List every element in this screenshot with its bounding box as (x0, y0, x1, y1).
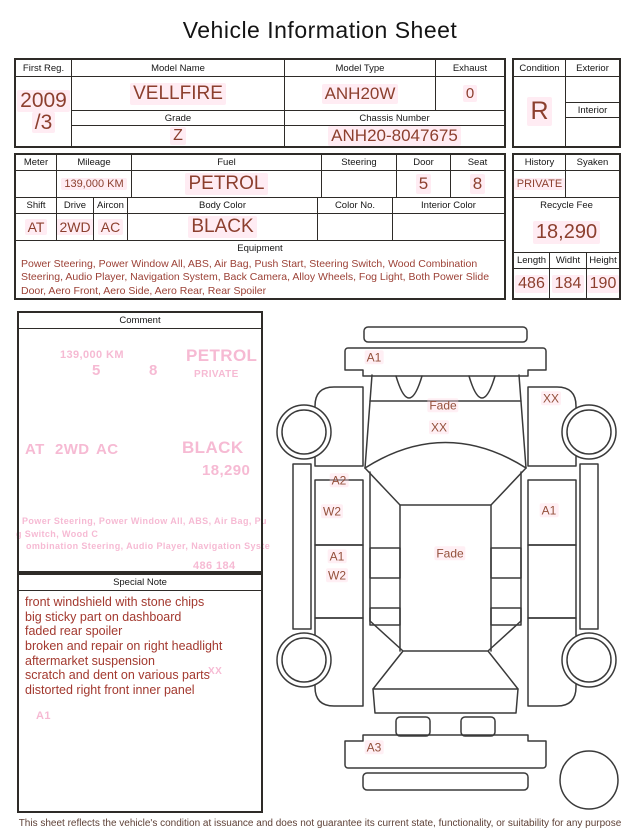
ghost-text: XX (208, 666, 223, 677)
special-note-line: big sticky part on dashboard (25, 609, 182, 624)
left-taillight-shape (396, 717, 430, 736)
left-window-mark-1 (370, 548, 400, 578)
ghost-text: 5 (92, 362, 101, 379)
height-label: Height (587, 253, 619, 269)
damage-code-label: A1 (366, 350, 382, 365)
special-note-line: broken and repair on right headlight (25, 638, 223, 653)
special-note-list (19, 591, 261, 701)
front-lip-shape (364, 327, 527, 342)
ghost-text: Power Steering, Power Window All, ABS, Air Bag, Pu (22, 516, 267, 526)
shift-label: Shift (16, 198, 57, 214)
history-row (514, 155, 619, 198)
condition-panel (512, 58, 621, 148)
special-note-label: Special Note (19, 575, 261, 591)
first-reg-month: /3 (32, 112, 56, 133)
door-label: Door (397, 155, 451, 171)
first-reg-label: First Reg. (16, 60, 72, 77)
right-rocker-shape (580, 464, 598, 629)
chassis-number-value: ANH20-8047675 (285, 126, 504, 146)
door-value: 5 (397, 171, 451, 198)
spare-wheel-icon (560, 751, 618, 809)
meter-label: Meter (16, 155, 57, 171)
ghost-text: BLACK (182, 438, 244, 457)
steering-value (322, 171, 397, 198)
footer-disclaimer: This sheet reflects the vehicle's condition at issuance and does not guarantee its current state, functionality, or suitability for any purpose (18, 818, 622, 829)
body-color-value: BLACK (128, 214, 318, 241)
ghost-text: 8 (149, 362, 158, 379)
right-taillight-shape (461, 717, 495, 736)
rear-lip-shape (363, 773, 528, 790)
history-dimensions-panel (512, 153, 621, 300)
interior-value (566, 118, 619, 146)
chassis-number-label: Chassis Number (285, 111, 504, 126)
special-note-line: aftermarket suspension (25, 653, 155, 668)
model-type-value: ANH20W (285, 77, 436, 111)
damage-code-label: A3 (366, 740, 382, 755)
a-pillar-lines (365, 468, 526, 505)
body-color-label: Body Color (128, 198, 318, 214)
recycle-fee-label: Recycle Fee (540, 200, 593, 211)
seat-value: 8 (451, 171, 504, 198)
grade-label: Grade (72, 111, 285, 126)
ghost-text: AT (25, 441, 45, 458)
width-value: 184 (550, 269, 587, 298)
ghost-text: 139,000 KM (60, 349, 124, 361)
exterior-label: Exterior (566, 60, 619, 77)
color-no-label: Color No. (318, 198, 393, 214)
front-wheelwell-arcs (396, 376, 495, 398)
damage-code-label: Fade (429, 398, 457, 413)
special-note-box (17, 573, 263, 813)
grade-value: Z (72, 126, 285, 146)
interior-color-value (393, 214, 504, 241)
dimensions-row (514, 253, 619, 298)
aircon-value: AC (94, 214, 128, 241)
exhaust-label: Exhaust (436, 60, 504, 77)
vehicle-identity-table (14, 58, 506, 148)
damage-code-label: W2 (323, 504, 341, 519)
exhaust-value: 0 (436, 77, 504, 111)
fuel-value: PETROL (132, 171, 322, 198)
damage-code-label: A2 (331, 473, 347, 488)
equipment-list: Power Steering, Power Window All, ABS, Air Bag, Push Start, Steering Switch, Wood Combination Steering, Audio Player, Navigation System, Back Camera, Alloy Wheels, Fog Light, Both Power Slide Door, Aero Front, Aero Side, Aero Rear, Rear Spoiler (21, 258, 490, 297)
damage-code-label: W2 (328, 568, 346, 583)
comment-box (17, 311, 263, 573)
ghost-text: g Switch, Wood C (16, 529, 99, 539)
color-no-value (318, 214, 393, 241)
condition-value: R (514, 77, 566, 146)
interior-label: Interior (566, 103, 619, 118)
special-note-line: distorted right front inner panel (25, 682, 195, 697)
history-label: History (514, 155, 566, 171)
first-reg-year: 2009 (17, 90, 70, 111)
ghost-text: A1 (36, 710, 51, 722)
car-damage-diagram (270, 315, 640, 830)
aircon-label: Aircon (94, 198, 128, 214)
tailgate-lines (373, 689, 518, 713)
shift-value: AT (16, 214, 57, 241)
right-slide-door-shape (528, 545, 576, 618)
special-note-line: scratch and dent on various parts (25, 668, 210, 683)
ghost-text: 2WD (55, 441, 90, 458)
fuel-label: Fuel (132, 155, 322, 171)
comment-label: Comment (19, 313, 261, 329)
rear-window-shape (370, 621, 521, 689)
mileage-label: Mileage (57, 155, 132, 171)
width-label: Widht (550, 253, 587, 269)
model-type-label: Model Type (285, 60, 436, 77)
model-name-label: Model Name (72, 60, 285, 77)
meter-value (16, 171, 57, 198)
left-window-mark-2 (370, 608, 400, 625)
syaken-value (566, 171, 619, 198)
recycle-fee-value: 18,290 (514, 213, 619, 253)
syaken-label: Syaken (566, 155, 619, 171)
model-name-value: VELLFIRE (72, 77, 285, 111)
special-note-line: front windshield with stone chips (25, 595, 205, 609)
spec-row-2 (16, 198, 504, 241)
seat-label: Seat (451, 155, 504, 171)
length-label: Length (514, 253, 550, 269)
drive-label: Drive (57, 198, 94, 214)
length-value: 486 (514, 269, 550, 298)
special-note-line: faded rear spoiler (25, 624, 123, 639)
damage-code-label: A1 (329, 549, 345, 564)
ghost-text: ombination Steering, Audio Player, Navigation Syste (26, 541, 271, 551)
ghost-text: PRIVATE (194, 369, 239, 380)
vehicle-spec-table (14, 153, 506, 300)
ghost-text: PETROL (186, 346, 258, 365)
mileage-value: 139,000 KM (57, 171, 132, 198)
right-window-mark-1 (491, 548, 521, 578)
ghost-text: AC (96, 441, 119, 458)
damage-code-label: A1 (541, 503, 557, 518)
spec-row-1 (16, 155, 504, 198)
history-value: PRIVATE (514, 171, 566, 198)
condition-label: Condition (514, 60, 566, 77)
left-rocker-shape (293, 464, 311, 629)
right-window-mark-2 (491, 608, 521, 625)
equipment-label: Equipment (237, 243, 283, 254)
exterior-value (566, 77, 619, 103)
damage-code-label: Fade (436, 546, 464, 561)
damage-code-label: XX (542, 391, 560, 406)
damage-code-label: XX (430, 420, 448, 435)
body-roof-side-lines (370, 472, 521, 651)
ghost-text: 18,290 (202, 462, 251, 479)
interior-color-label: Interior Color (393, 198, 504, 214)
ghost-text: 486 184 (193, 560, 236, 572)
steering-label: Steering (322, 155, 397, 171)
first-reg-value (16, 77, 72, 146)
height-value: 190 (587, 269, 619, 298)
windshield-arc (365, 443, 526, 469)
page-title: Vehicle Information Sheet (182, 17, 458, 43)
drive-value: 2WD (57, 214, 94, 241)
